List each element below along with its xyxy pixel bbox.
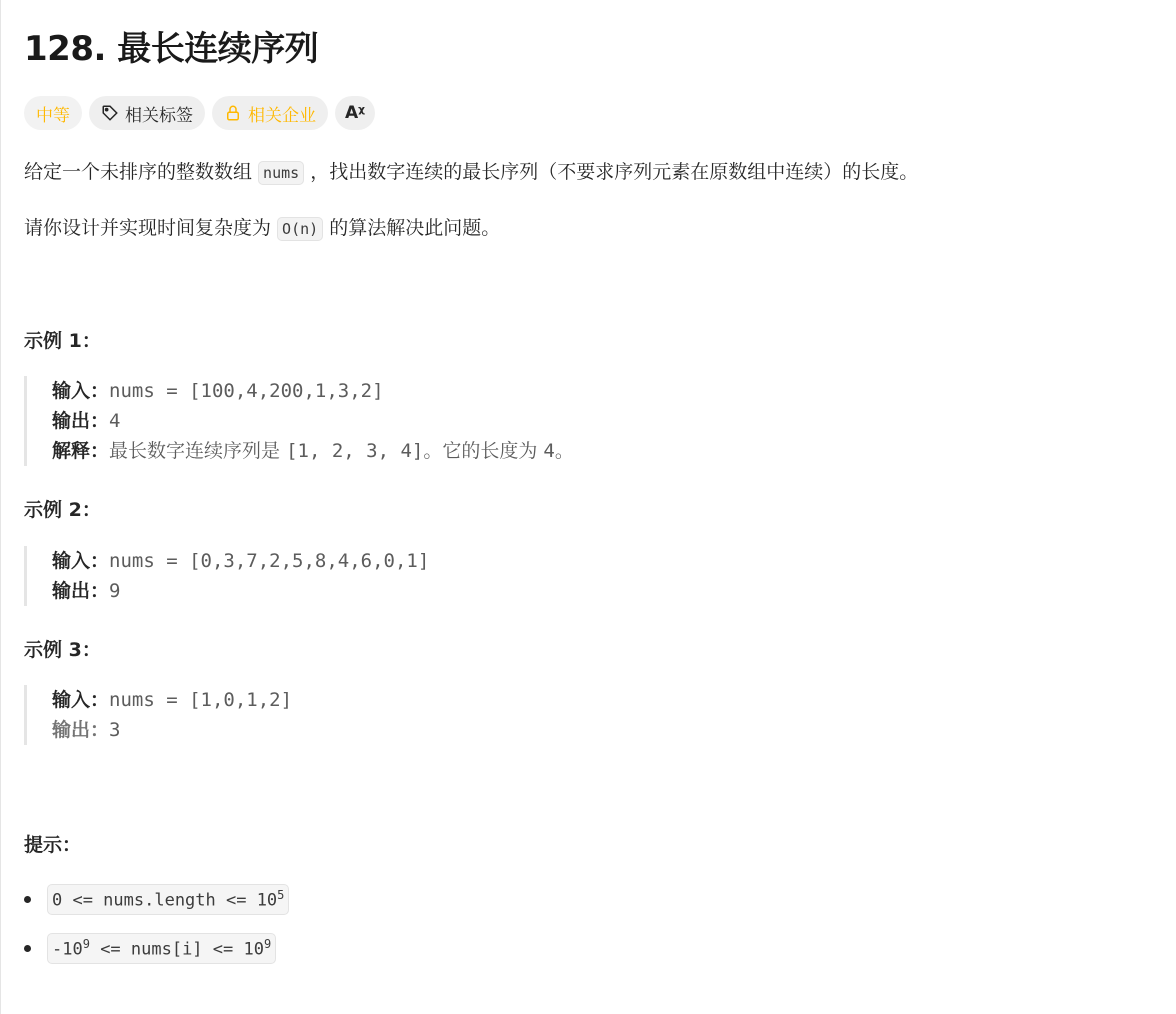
example-explanation: 解释：最长数字连续序列是 [1, 2, 3, 4]。它的长度为 4。 [52, 440, 574, 462]
difficulty-badge[interactable]: 中等 [24, 96, 82, 130]
description-paragraph-1: 给定一个未排序的整数数组 nums ，找出数字连续的最长序列（不要求序列元素在原数组中连续）的长度。 [24, 161, 919, 183]
example-output: 输出：9 [52, 580, 121, 602]
tag-icon [101, 104, 119, 122]
constraint-item [24, 884, 289, 915]
translate-button[interactable] [335, 96, 375, 130]
example-2-title: 示例 2： [24, 499, 101, 521]
panel-left-border [0, 0, 1, 1014]
inline-code: O(n) [277, 217, 323, 241]
inline-code: nums [258, 161, 304, 185]
related-topics-button[interactable] [89, 96, 205, 130]
example-2-block [24, 546, 429, 606]
example-output: 输出：4 [52, 410, 121, 432]
related-topics-label: 相关标签 [125, 105, 193, 126]
bullet-dot [24, 896, 31, 903]
constraint-code: $-10^9$ <= nums[i] <= $10^9$ [47, 933, 276, 964]
related-companies-button[interactable] [212, 96, 328, 130]
translate-icon: Aᵡ [345, 103, 366, 123]
example-3-block [24, 685, 292, 745]
problem-title[interactable]: 128. 最长连续序列 [24, 29, 319, 69]
example-input: 输入：nums = [1,0,1,2] [52, 689, 293, 711]
constraint-code: 0 <= nums.length <= $10^5$ [47, 884, 289, 915]
constraint-item [24, 933, 276, 964]
lock-icon [224, 104, 242, 122]
example-input: 输入：nums = [0,3,7,2,5,8,4,6,0,1] [52, 550, 430, 572]
constraints-title: 提示： [24, 834, 82, 856]
example-input: 输入：nums = [100,4,200,1,3,2] [52, 380, 384, 402]
example-1-title: 示例 1： [24, 330, 101, 352]
related-companies-label: 相关企业 [248, 105, 316, 126]
tag-bar [24, 96, 375, 130]
example-output: 输出：3 [52, 719, 121, 741]
example-3-title: 示例 3： [24, 639, 101, 661]
bullet-dot [24, 945, 31, 952]
example-1-block [24, 376, 574, 466]
description-paragraph-2: 请你设计并实现时间复杂度为 O(n) 的算法解决此问题。 [24, 217, 501, 239]
